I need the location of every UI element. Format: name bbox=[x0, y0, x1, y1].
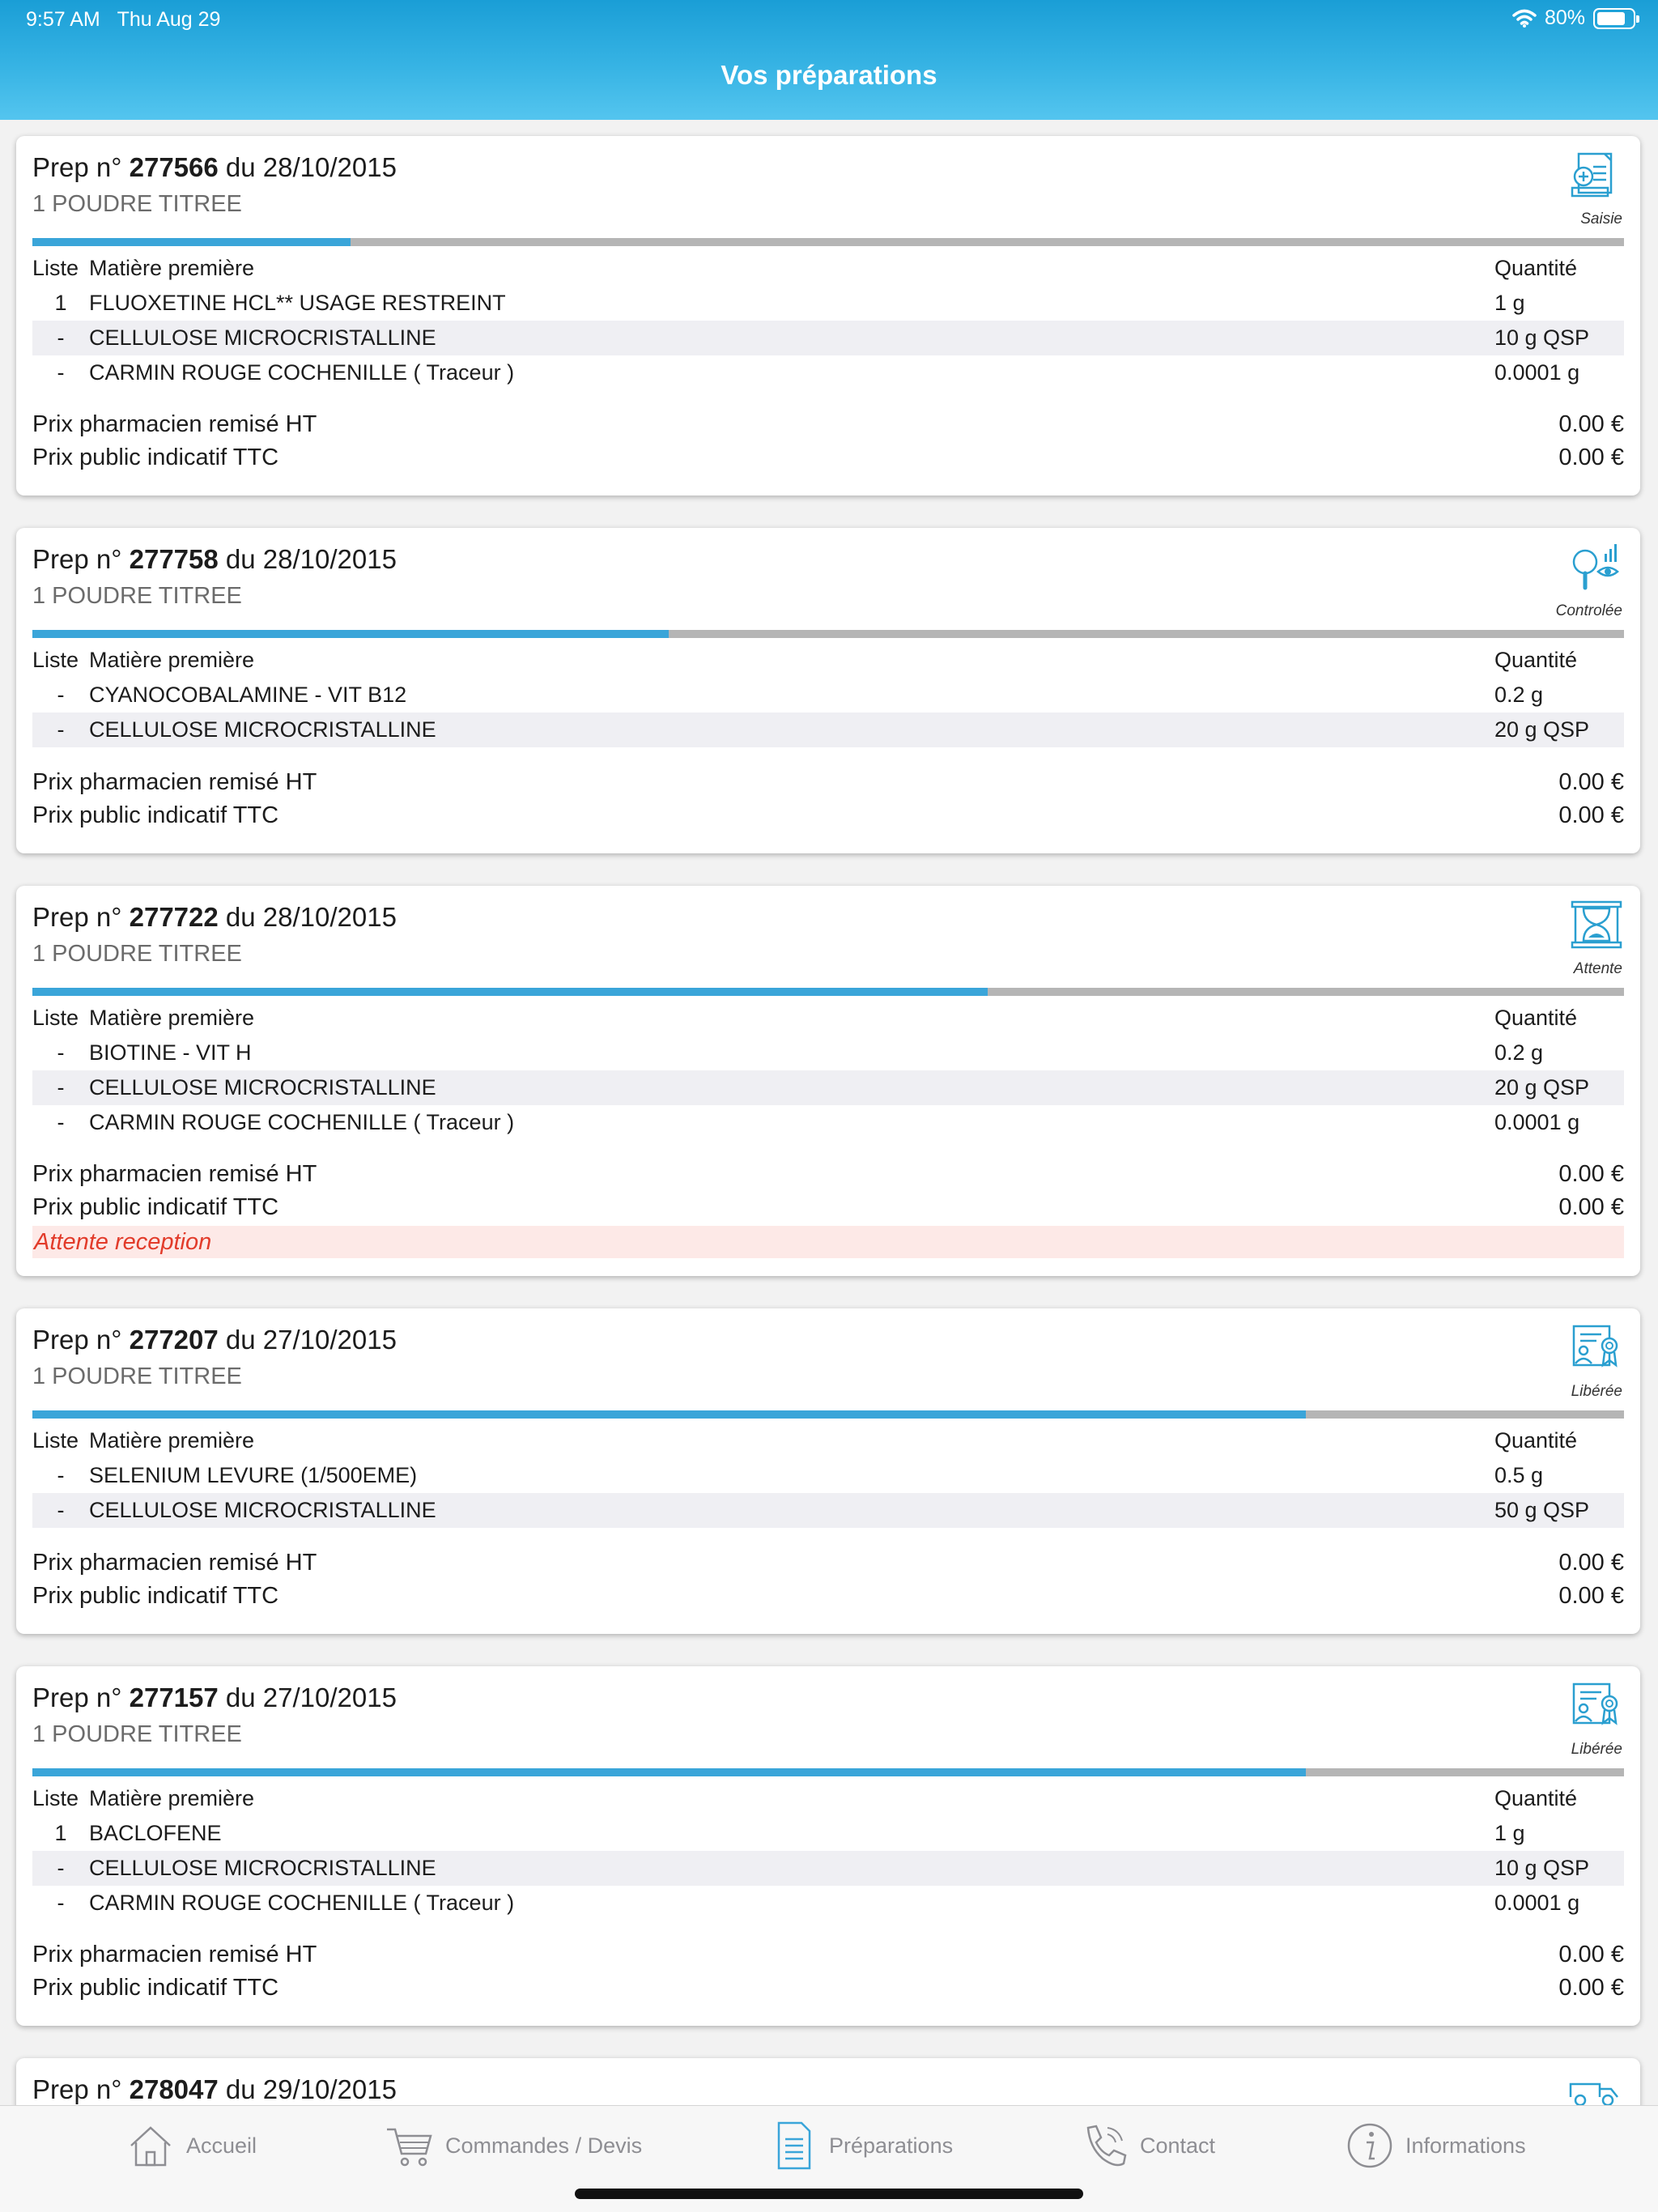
status-label: Attente bbox=[1573, 960, 1622, 977]
prep-title: Prep n° 277207 du 27/10/2015 bbox=[32, 1325, 397, 1355]
price-pharmacist-row: Prix pharmacien remisé HT 0.00 € bbox=[32, 1550, 1624, 1576]
cart-icon bbox=[385, 2121, 434, 2170]
prep-title: Prep n° 277566 du 28/10/2015 bbox=[32, 152, 397, 182]
tab-accueil[interactable]: Accueil bbox=[126, 2117, 257, 2174]
preparation-card[interactable] bbox=[16, 2058, 1640, 2105]
prep-subtitle: 1 POUDRE TITREE bbox=[32, 941, 242, 967]
table-row: - CELLULOSE MICROCRISTALLINE 10 g QSP bbox=[32, 1851, 1624, 1886]
prep-subtitle: 1 POUDRE TITREE bbox=[32, 1363, 242, 1389]
certificate-icon bbox=[1564, 1681, 1622, 1729]
status-label: Libérée bbox=[1571, 1383, 1622, 1400]
status-label: Saisie bbox=[1580, 211, 1622, 228]
materials-table bbox=[32, 1423, 1624, 1528]
price-pharmacist-row: Prix pharmacien remisé HT 0.00 € bbox=[32, 1161, 1624, 1187]
wifi-icon bbox=[1512, 9, 1537, 28]
table-row: - CELLULOSE MICROCRISTALLINE 50 g QSP bbox=[32, 1493, 1624, 1528]
home-icon bbox=[126, 2121, 175, 2170]
preparation-card[interactable] bbox=[16, 1308, 1640, 1634]
preparation-card[interactable] bbox=[16, 136, 1640, 496]
prep-title: Prep n° 278047 du 29/10/2015 bbox=[32, 2074, 397, 2104]
prices bbox=[32, 1938, 1624, 2005]
battery-percent: 80% bbox=[1544, 6, 1585, 29]
document-icon bbox=[769, 2121, 818, 2170]
prices bbox=[32, 1546, 1624, 1613]
table-header: Liste Matière première Quantité bbox=[32, 256, 1578, 280]
prep-subtitle: 1 POUDRE TITREE bbox=[32, 1721, 242, 1747]
table-row: - CELLULOSE MICROCRISTALLINE 20 g QSP bbox=[32, 1070, 1624, 1105]
materials-table bbox=[32, 643, 1624, 747]
price-public-row: Prix public indicatif TTC 0.00 € bbox=[32, 1194, 1624, 1220]
table-row: - CARMIN ROUGE COCHENILLE ( Traceur ) 0.0001 g bbox=[57, 1110, 1580, 1134]
info-icon bbox=[1346, 2121, 1394, 2170]
materials-table bbox=[32, 1781, 1624, 1921]
price-public-row: Prix public indicatif TTC 0.00 € bbox=[32, 1583, 1624, 1609]
prep-title: Prep n° 277758 du 28/10/2015 bbox=[32, 544, 397, 574]
certificate-icon bbox=[1564, 1323, 1622, 1372]
prep-subtitle: 1 POUDRE TITREE bbox=[32, 583, 242, 609]
materials-table bbox=[32, 251, 1624, 390]
top-bar bbox=[0, 0, 1658, 120]
status-time: 9:57 AM Thu Aug 29 bbox=[26, 8, 221, 31]
prep-subtitle: 1 POUDRE TITREE bbox=[32, 191, 242, 217]
tab-preparations[interactable]: Préparations bbox=[769, 2117, 953, 2174]
prices bbox=[32, 766, 1624, 832]
table-header: Liste Matière première Quantité bbox=[32, 1428, 1578, 1453]
prep-title: Prep n° 277157 du 27/10/2015 bbox=[32, 1682, 397, 1712]
progress-bar bbox=[32, 1410, 1624, 1419]
progress-bar bbox=[32, 1768, 1624, 1776]
table-row: 1 FLUOXETINE HCL** USAGE RESTREINT 1 g bbox=[54, 291, 1525, 315]
table-row: - CARMIN ROUGE COCHENILLE ( Traceur ) 0.0001 g bbox=[57, 1891, 1580, 1915]
tab-contact[interactable]: Contact bbox=[1080, 2117, 1215, 2174]
materials-table bbox=[32, 1001, 1624, 1140]
home-indicator bbox=[575, 2189, 1083, 2199]
progress-bar bbox=[32, 630, 1624, 638]
delivery-truck-icon bbox=[1564, 2073, 1622, 2105]
table-row: - CELLULOSE MICROCRISTALLINE 10 g QSP bbox=[32, 321, 1624, 355]
price-pharmacist-row: Prix pharmacien remisé HT 0.00 € bbox=[32, 411, 1624, 437]
table-row: 1 BACLOFENE 1 g bbox=[54, 1821, 1525, 1845]
hourglass-icon bbox=[1564, 900, 1622, 949]
table-row: - SELENIUM LEVURE (1/500EME) 0.5 g bbox=[57, 1463, 1544, 1487]
table-row: - CELLULOSE MICROCRISTALLINE 20 g QSP bbox=[32, 713, 1624, 747]
status-indicators bbox=[1512, 6, 1635, 30]
progress-bar bbox=[32, 988, 1624, 996]
status-label: Libérée bbox=[1571, 1741, 1622, 1758]
price-public-row: Prix public indicatif TTC 0.00 € bbox=[32, 1975, 1624, 2001]
table-header: Liste Matière première Quantité bbox=[32, 1006, 1578, 1030]
price-public-row: Prix public indicatif TTC 0.00 € bbox=[32, 445, 1624, 470]
preparation-card[interactable] bbox=[16, 886, 1640, 1276]
tab-informations[interactable]: Informations bbox=[1346, 2117, 1526, 2174]
preparation-card[interactable] bbox=[16, 528, 1640, 853]
document-capsule-icon bbox=[1564, 151, 1622, 199]
status-label: Controlée bbox=[1555, 602, 1622, 619]
table-row: - BIOTINE - VIT H 0.2 g bbox=[57, 1040, 1544, 1065]
magnifier-eye-icon bbox=[1564, 542, 1622, 591]
table-row: - CARMIN ROUGE COCHENILLE ( Traceur ) 0.0001 g bbox=[57, 360, 1580, 385]
phone-icon bbox=[1080, 2121, 1129, 2170]
preparation-card[interactable] bbox=[16, 1666, 1640, 2026]
price-pharmacist-row: Prix pharmacien remisé HT 0.00 € bbox=[32, 1942, 1624, 1967]
page-title: Vos préparations bbox=[721, 60, 937, 90]
prep-title: Prep n° 277722 du 28/10/2015 bbox=[32, 902, 397, 932]
tab-commandes[interactable]: Commandes / Devis bbox=[385, 2117, 642, 2174]
progress-bar bbox=[32, 238, 1624, 246]
status-note: Attente reception bbox=[32, 1226, 1624, 1258]
prices bbox=[32, 1158, 1624, 1224]
table-row: - CYANOCOBALAMINE - VIT B12 0.2 g bbox=[57, 683, 1544, 707]
prices bbox=[32, 408, 1624, 474]
preparations-list[interactable] bbox=[0, 120, 1658, 2105]
price-pharmacist-row: Prix pharmacien remisé HT 0.00 € bbox=[32, 769, 1624, 795]
battery-icon bbox=[1593, 8, 1635, 29]
table-header: Liste Matière première Quantité bbox=[32, 648, 1578, 672]
price-public-row: Prix public indicatif TTC 0.00 € bbox=[32, 802, 1624, 828]
table-header: Liste Matière première Quantité bbox=[32, 1786, 1578, 1810]
